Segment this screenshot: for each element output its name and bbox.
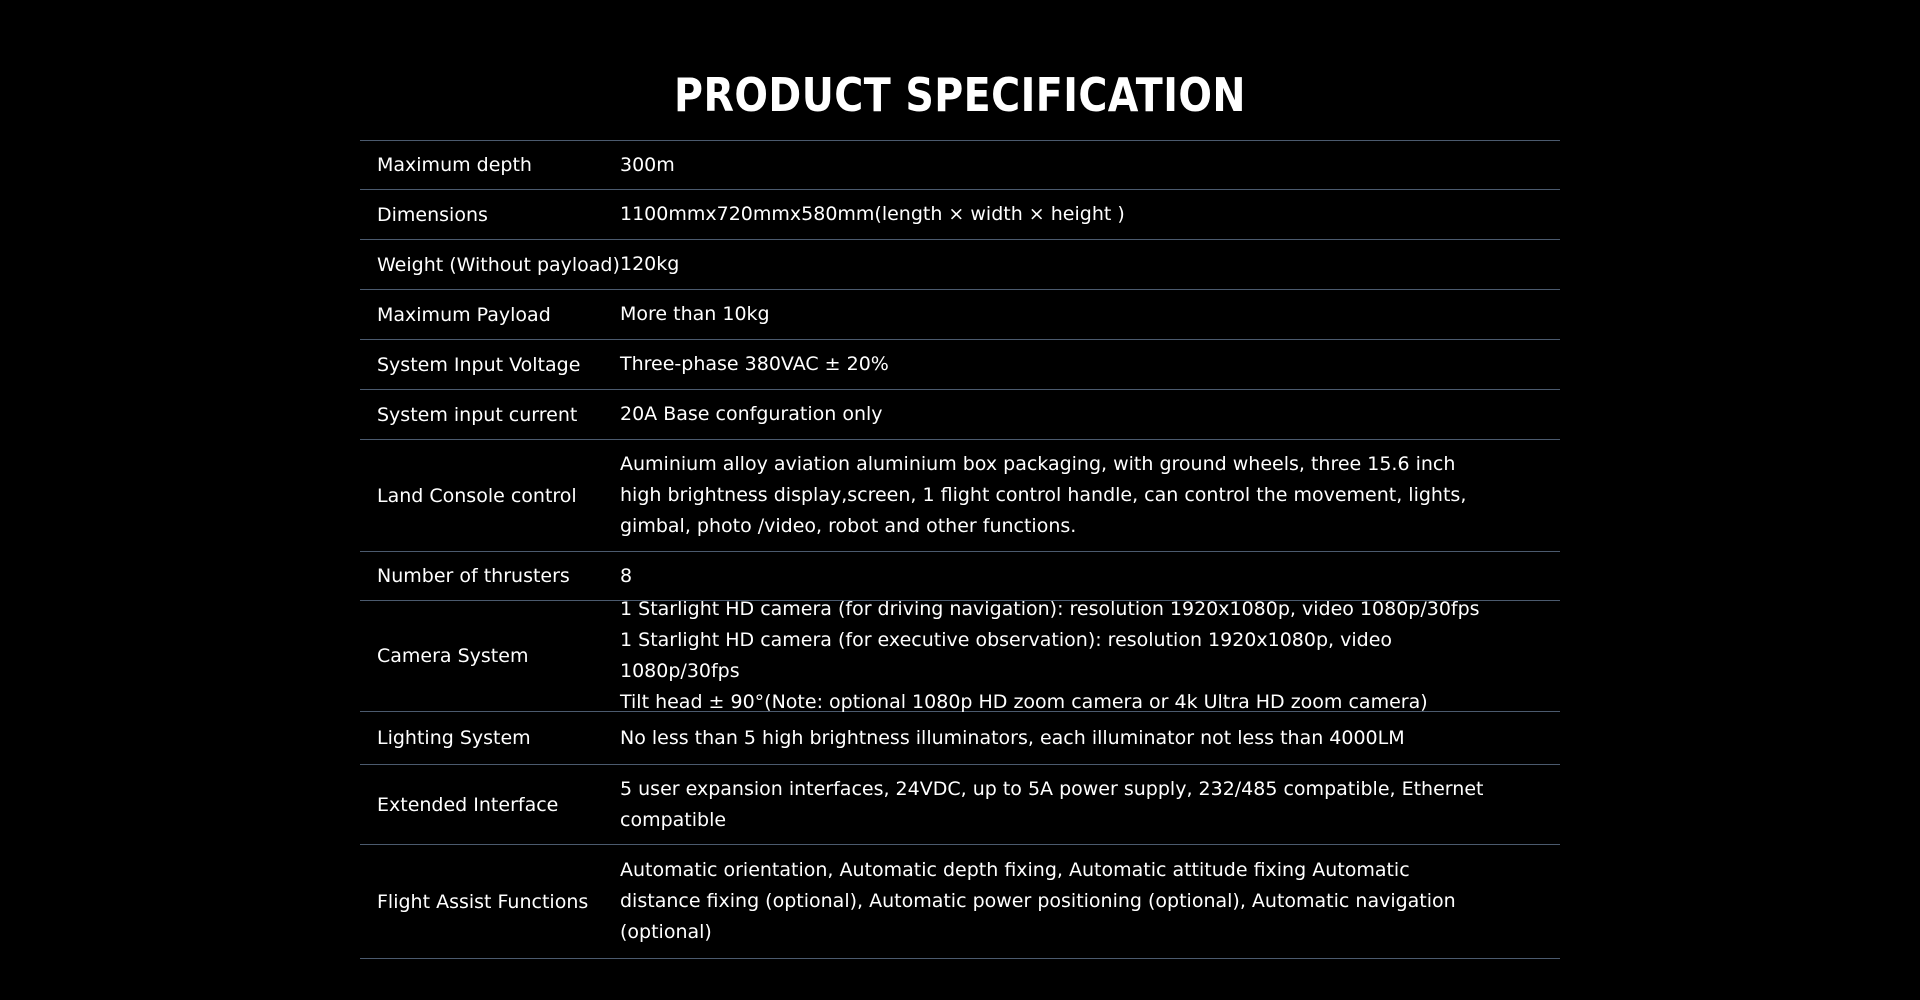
spec-table — [360, 140, 1560, 959]
spec-row-land-console — [360, 440, 1560, 552]
spec-value: Automatic orientation, Automatic depth fixing, Automatic attitude fixing Automatic distance fixing (optional), Automatic power positioning (optional), Automatic navigation (optional) — [620, 859, 1456, 943]
spec-row-flight-assist — [360, 845, 1560, 959]
spec-value: Auminium alloy aviation aluminium box packaging, with ground wheels, three 15.6 inch high brightness display,screen, 1 flight control handle, can control the movement, lights, gimbal, photo /video, robot and other functions. — [620, 453, 1467, 537]
spec-value: No less than 5 high brightness illuminators, each illuminator not less than 4000LM — [620, 726, 1405, 749]
spec-value: More than 10kg — [620, 303, 770, 325]
spec-row-lighting-system — [360, 712, 1560, 765]
spec-label: Number of thrusters — [377, 565, 570, 587]
spec-value: Three-phase 380VAC ± 20% — [620, 353, 889, 375]
spec-row-extended-interface — [360, 765, 1560, 845]
spec-label: Lighting System — [377, 727, 531, 749]
spec-row-camera-system — [360, 598, 1560, 713]
spec-row-weight — [360, 240, 1560, 290]
spec-label: Extended Interface — [377, 793, 559, 816]
spec-label: Weight (Without payload) — [377, 253, 620, 276]
spec-value: 120kg — [620, 253, 680, 275]
spec-label: System Input Voltage — [377, 353, 581, 376]
spec-label: Flight Assist Functions — [377, 890, 589, 913]
spec-row-maximum-payload — [360, 290, 1560, 340]
page-title: PRODUCT SPECIFICATION — [674, 68, 1246, 122]
spec-value: 1 Starlight HD camera (for driving navigation): resolution 1920x1080p, video 1080p/30fps 1 Starlight HD camera (for executive observation): resolution 1920x1080p, video 1080p/30fps Tilt head ± 90°(Note: optional 1080p HD zoom camera or 4k Ultra HD zoom camera) — [620, 598, 1480, 713]
spec-value: 5 user expansion interfaces, 24VDC, up to 5A power supply, 232/485 compatible, Ethernet compatible — [620, 777, 1484, 831]
spec-label: Maximum Payload — [377, 303, 551, 326]
spec-value: 20A Base confguration only — [620, 403, 883, 425]
spec-row-maximum-depth — [360, 141, 1560, 190]
spec-row-dimensions — [360, 190, 1560, 240]
spec-label: Maximum depth — [377, 154, 532, 176]
spec-row-input-voltage — [360, 340, 1560, 390]
spec-label: System input current — [377, 403, 578, 426]
spec-value: 300m — [620, 153, 675, 176]
spec-value: 1100mmx720mmx580mm(length × width × height ) — [620, 203, 1125, 225]
spec-value: 8 — [620, 564, 633, 587]
spec-label: Land Console control — [377, 484, 577, 507]
spec-label: Camera System — [377, 645, 529, 667]
spec-row-input-current — [360, 390, 1560, 440]
spec-label: Dimensions — [377, 203, 488, 226]
